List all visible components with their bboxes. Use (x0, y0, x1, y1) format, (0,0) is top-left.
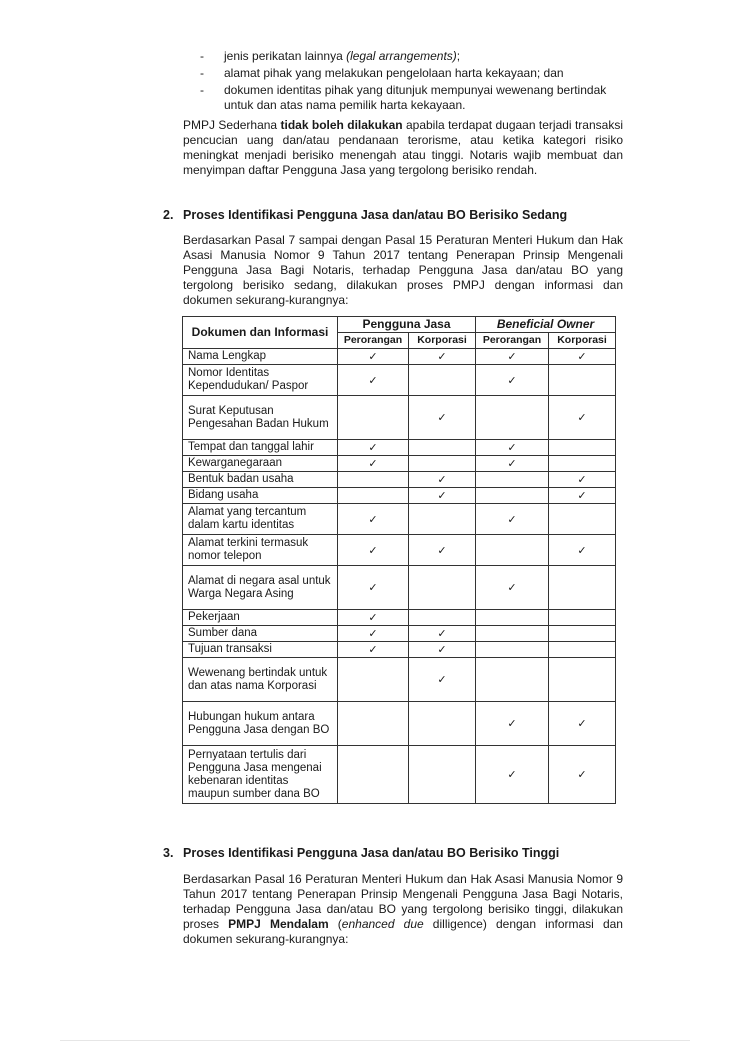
paragraph-text: ( (328, 917, 342, 931)
table-row (183, 642, 616, 658)
checkmark-icon: ✓ (338, 456, 409, 472)
checkmark-icon: ✓ (476, 365, 549, 396)
empty-cell (476, 658, 549, 702)
empty-cell (409, 456, 476, 472)
table-row (183, 658, 616, 702)
checkmark-icon: ✓ (338, 535, 409, 566)
checkmark-icon: ✓ (476, 504, 549, 535)
empty-cell (338, 658, 409, 702)
table-row (183, 472, 616, 488)
empty-cell (549, 566, 616, 610)
checkmark-icon: ✓ (409, 349, 476, 365)
empty-cell (409, 440, 476, 456)
table-row (183, 456, 616, 472)
header-documents: Dokumen dan Informasi (183, 317, 338, 349)
empty-cell (549, 504, 616, 535)
table-row (183, 488, 616, 504)
section-heading-high-risk (163, 846, 559, 861)
empty-cell (409, 702, 476, 746)
bullet-suffix: ; (456, 49, 461, 63)
section-heading-medium-risk (163, 208, 567, 223)
requirements-table (182, 316, 616, 804)
bullet-text: alamat pihak yang melakukan pengelolaan harta kekayaan; dan (224, 66, 564, 80)
bullet-list (200, 49, 630, 115)
empty-cell (549, 642, 616, 658)
header-corporation: Korporasi (549, 333, 616, 349)
bullet-dash: - (200, 49, 204, 63)
list-item (200, 83, 630, 113)
checkmark-icon: ✓ (476, 746, 549, 804)
empty-cell (409, 504, 476, 535)
checkmark-icon: ✓ (549, 472, 616, 488)
bullet-italic-text: (legal arrangements) (346, 49, 457, 63)
bullet-dash: - (200, 66, 204, 80)
empty-cell (476, 396, 549, 440)
header-individual: Perorangan (476, 333, 549, 349)
checkmark-icon: ✓ (549, 396, 616, 440)
paragraph-text: PMPJ Sederhana (183, 118, 281, 132)
table-row (183, 746, 616, 804)
table-row (183, 396, 616, 440)
section-number: 3. (163, 846, 174, 860)
row-label: Pekerjaan (183, 610, 338, 626)
empty-cell (549, 658, 616, 702)
checkmark-icon: ✓ (338, 626, 409, 642)
checkmark-icon: ✓ (549, 746, 616, 804)
checkmark-icon: ✓ (476, 349, 549, 365)
checkmark-icon: ✓ (409, 472, 476, 488)
table-row (183, 440, 616, 456)
empty-cell (476, 488, 549, 504)
row-label: Sumber dana (183, 626, 338, 642)
row-label: Kewarganegaraan (183, 456, 338, 472)
table-row (183, 535, 616, 566)
row-label: Nama Lengkap (183, 349, 338, 365)
checkmark-icon: ✓ (338, 349, 409, 365)
table-row (183, 610, 616, 626)
checkmark-icon: ✓ (338, 504, 409, 535)
table-row (183, 365, 616, 396)
section-number: 2. (163, 208, 174, 222)
paragraph-simplified-cdd (183, 118, 623, 178)
empty-cell (338, 746, 409, 804)
empty-cell (476, 472, 549, 488)
checkmark-icon: ✓ (549, 535, 616, 566)
paragraph-medium-risk: Berdasarkan Pasal 7 sampai dengan Pasal 15 Peraturan Menteri Hukum dan Hak Asasi Manusia Nomor 9 Tahun 2017 tentang Penerapan Prinsip Mengenali Pengguna Jasa Bagi Notaris, terhadap Pengguna Jasa dan/atau BO yang tergolong berisiko sedang, dilakukan proses PMPJ dengan informasi dan dokumen sekurang-kurangnya: (183, 233, 623, 307)
empty-cell (476, 642, 549, 658)
row-label: Wewenang bertindak untuk dan atas nama Korporasi (183, 658, 338, 702)
empty-cell (409, 566, 476, 610)
checkmark-icon: ✓ (338, 365, 409, 396)
row-label: Tempat dan tanggal lahir (183, 440, 338, 456)
row-label: Bentuk badan usaha (183, 472, 338, 488)
checkmark-icon: ✓ (409, 658, 476, 702)
empty-cell (476, 535, 549, 566)
paragraph-italic-text: enhanced due (341, 917, 424, 931)
bullet-text: jenis perikatan lainnya (224, 49, 347, 63)
checkmark-icon: ✓ (549, 488, 616, 504)
row-label: Surat Keputusan Pengesahan Badan Hukum (183, 396, 338, 440)
empty-cell (338, 472, 409, 488)
page-bottom-rule (60, 1040, 690, 1041)
empty-cell (549, 365, 616, 396)
checkmark-icon: ✓ (476, 702, 549, 746)
checkmark-icon: ✓ (476, 566, 549, 610)
checkmark-icon: ✓ (338, 610, 409, 626)
checkmark-icon: ✓ (338, 440, 409, 456)
bullet-text: dokumen identitas pihak yang ditunjuk mempunyai wewenang bertindak untuk dan atas nama pemilik harta kekayaan. (224, 83, 607, 112)
table-row (183, 566, 616, 610)
paragraph-text: apabila terdapat dugaan terjadi transaksi pencucian uang dan/atau pendanaan terorisme, atau ketika kategori risiko meningkat menjadi berisiko menengah atau tinggi. Notaris wajib membuat dan menyimpan daftar Pengguna Jasa yang tergolong berisiko rendah. (183, 118, 623, 177)
table-body (183, 349, 616, 804)
list-item (200, 66, 630, 81)
checkmark-icon: ✓ (338, 642, 409, 658)
empty-cell (549, 626, 616, 642)
row-label: Tujuan transaksi (183, 642, 338, 658)
header-individual: Perorangan (338, 333, 409, 349)
checkmark-icon: ✓ (549, 349, 616, 365)
table-row (183, 702, 616, 746)
row-label: Alamat terkini termasuk nomor telepon (183, 535, 338, 566)
checkmark-icon: ✓ (409, 396, 476, 440)
empty-cell (338, 702, 409, 746)
header-service-user: Pengguna Jasa (338, 317, 476, 333)
empty-cell (409, 610, 476, 626)
row-label: Pernyataan tertulis dari Pengguna Jasa mengenai kebenaran identitas maupun sumber dana BO (183, 746, 338, 804)
section-title: Proses Identifikasi Pengguna Jasa dan/atau BO Berisiko Sedang (183, 208, 568, 222)
paragraph-text: Berdasarkan Pasal 16 Peraturan Menteri Hukum dan Hak Asasi Manusia Nomor 9 Tahun 2017 tentang Penerapan Prinsip Mengenali Pengguna Jasa Bagi Notaris, terhadap Pengguna Jasa dan/atau BO yang tergolong berisiko tinggi, dilakukan proses (183, 872, 623, 931)
header-corporation: Korporasi (409, 333, 476, 349)
row-label: Alamat di negara asal untuk Warga Negara Asing (183, 566, 338, 610)
checkmark-icon: ✓ (409, 626, 476, 642)
section-title: Proses Identifikasi Pengguna Jasa dan/atau BO Berisiko Tinggi (183, 846, 560, 860)
row-label: Hubungan hukum antara Pengguna Jasa dengan BO (183, 702, 338, 746)
bullet-dash: - (200, 83, 204, 97)
empty-cell (549, 456, 616, 472)
checkmark-icon: ✓ (476, 456, 549, 472)
paragraph-bold-text: tidak boleh dilakukan (280, 118, 403, 132)
empty-cell (549, 440, 616, 456)
paragraph-bold-text: PMPJ Mendalam (228, 917, 329, 931)
checkmark-icon: ✓ (409, 535, 476, 566)
list-item (200, 49, 630, 64)
empty-cell (409, 365, 476, 396)
empty-cell (476, 626, 549, 642)
checkmark-icon: ✓ (409, 488, 476, 504)
paragraph-text: dilligence) dengan informasi dan dokumen sekurang-kurangnya: (183, 917, 623, 946)
row-label: Alamat yang tercantum dalam kartu identitas (183, 504, 338, 535)
empty-cell (338, 396, 409, 440)
checkmark-icon: ✓ (476, 440, 549, 456)
checkmark-icon: ✓ (338, 566, 409, 610)
empty-cell (338, 488, 409, 504)
row-label: Bidang usaha (183, 488, 338, 504)
table-row (183, 349, 616, 365)
paragraph-high-risk (183, 872, 623, 947)
table-row (183, 504, 616, 535)
row-label: Nomor Identitas Kependudukan/ Paspor (183, 365, 338, 396)
empty-cell (549, 610, 616, 626)
checkmark-icon: ✓ (409, 642, 476, 658)
header-beneficial-owner: Beneficial Owner (476, 317, 616, 333)
empty-cell (409, 746, 476, 804)
empty-cell (476, 610, 549, 626)
table-row (183, 626, 616, 642)
checkmark-icon: ✓ (549, 702, 616, 746)
